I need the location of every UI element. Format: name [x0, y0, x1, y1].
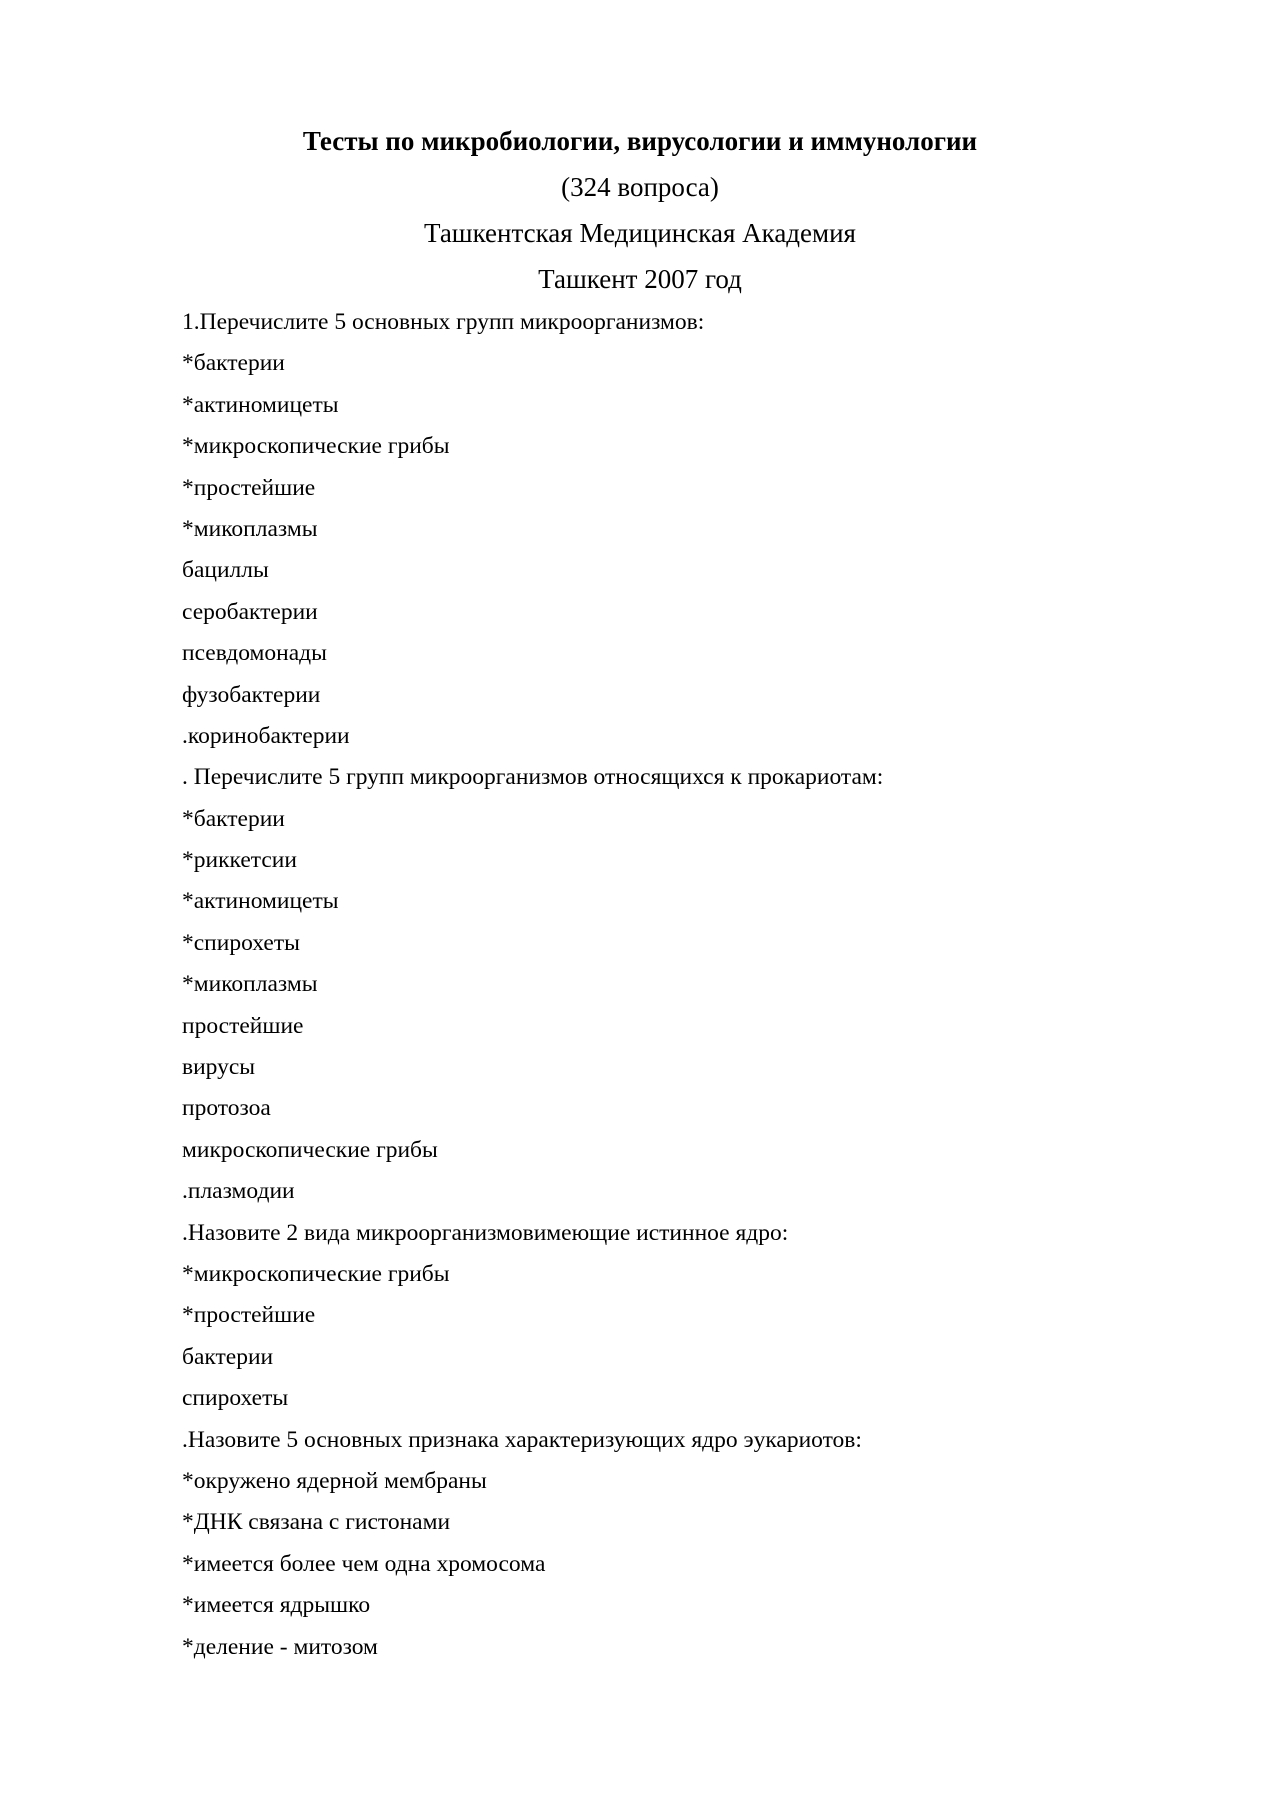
answer-line: фузобактерии — [182, 681, 321, 708]
answer-line: простейшие — [182, 1012, 304, 1039]
answer-line: *деление - митозом — [182, 1633, 378, 1660]
document-title: Тесты по микробиологии, вирусологии и иммунологии — [302, 126, 978, 156]
answer-line: протозоа — [182, 1095, 271, 1122]
answer-line: микроскопические грибы — [182, 1136, 438, 1163]
answer-line: *имеется ядрышко — [182, 1592, 371, 1619]
answer-line: .коринобактерии — [182, 722, 350, 749]
answer-line: серобактерии — [182, 598, 318, 625]
answer-line: *микоплазмы — [182, 515, 318, 542]
answer-line: *бактерии — [182, 805, 285, 832]
question-count: (324 вопроса) — [561, 172, 719, 202]
question-line: 1.Перечислите 5 основных групп микроорганизмов: — [182, 309, 705, 335]
institution-name: Ташкентская Медицинская Академия — [424, 218, 856, 248]
answer-line: псевдомонады — [182, 640, 327, 667]
answer-line: *микроскопические грибы — [182, 433, 450, 460]
answer-line: *актиномицеты — [182, 888, 339, 915]
answer-line: бактерии — [182, 1343, 274, 1370]
answer-line: бациллы — [182, 557, 269, 584]
answer-line: *актиномицеты — [182, 391, 339, 418]
document-body — [182, 302, 1182, 1668]
question-line: . Перечислите 5 групп микроорганизмов относящихся к прокариотам: — [182, 764, 884, 791]
answer-line: *простейшие — [182, 1302, 316, 1329]
question-line: .Назовите 2 вида микроорганизмовимеющие истинное ядро: — [182, 1219, 789, 1246]
answer-line: вирусы — [182, 1054, 256, 1081]
answer-line: *микроскопические грибы — [182, 1260, 450, 1287]
answer-line: *имеется более чем одна хромосома — [182, 1550, 546, 1577]
answer-line: *окружено ядерной мембраны — [182, 1467, 487, 1494]
answer-line: *микоплазмы — [182, 971, 318, 998]
answer-line: спирохеты — [182, 1385, 289, 1412]
answer-line: *спирохеты — [182, 929, 300, 956]
answer-line: *риккетсии — [182, 847, 297, 874]
answer-line: .плазмодии — [182, 1178, 295, 1205]
question-line: .Назовите 5 основных признака характеризующих ядро эукариотов: — [182, 1426, 862, 1453]
answer-line: *бактерии — [182, 350, 285, 377]
answer-line: *простейшие — [182, 474, 316, 501]
place-year: Ташкент 2007 год — [538, 264, 742, 294]
document-header — [0, 118, 1280, 302]
answer-line: *ДНК связана с гистонами — [182, 1509, 451, 1536]
